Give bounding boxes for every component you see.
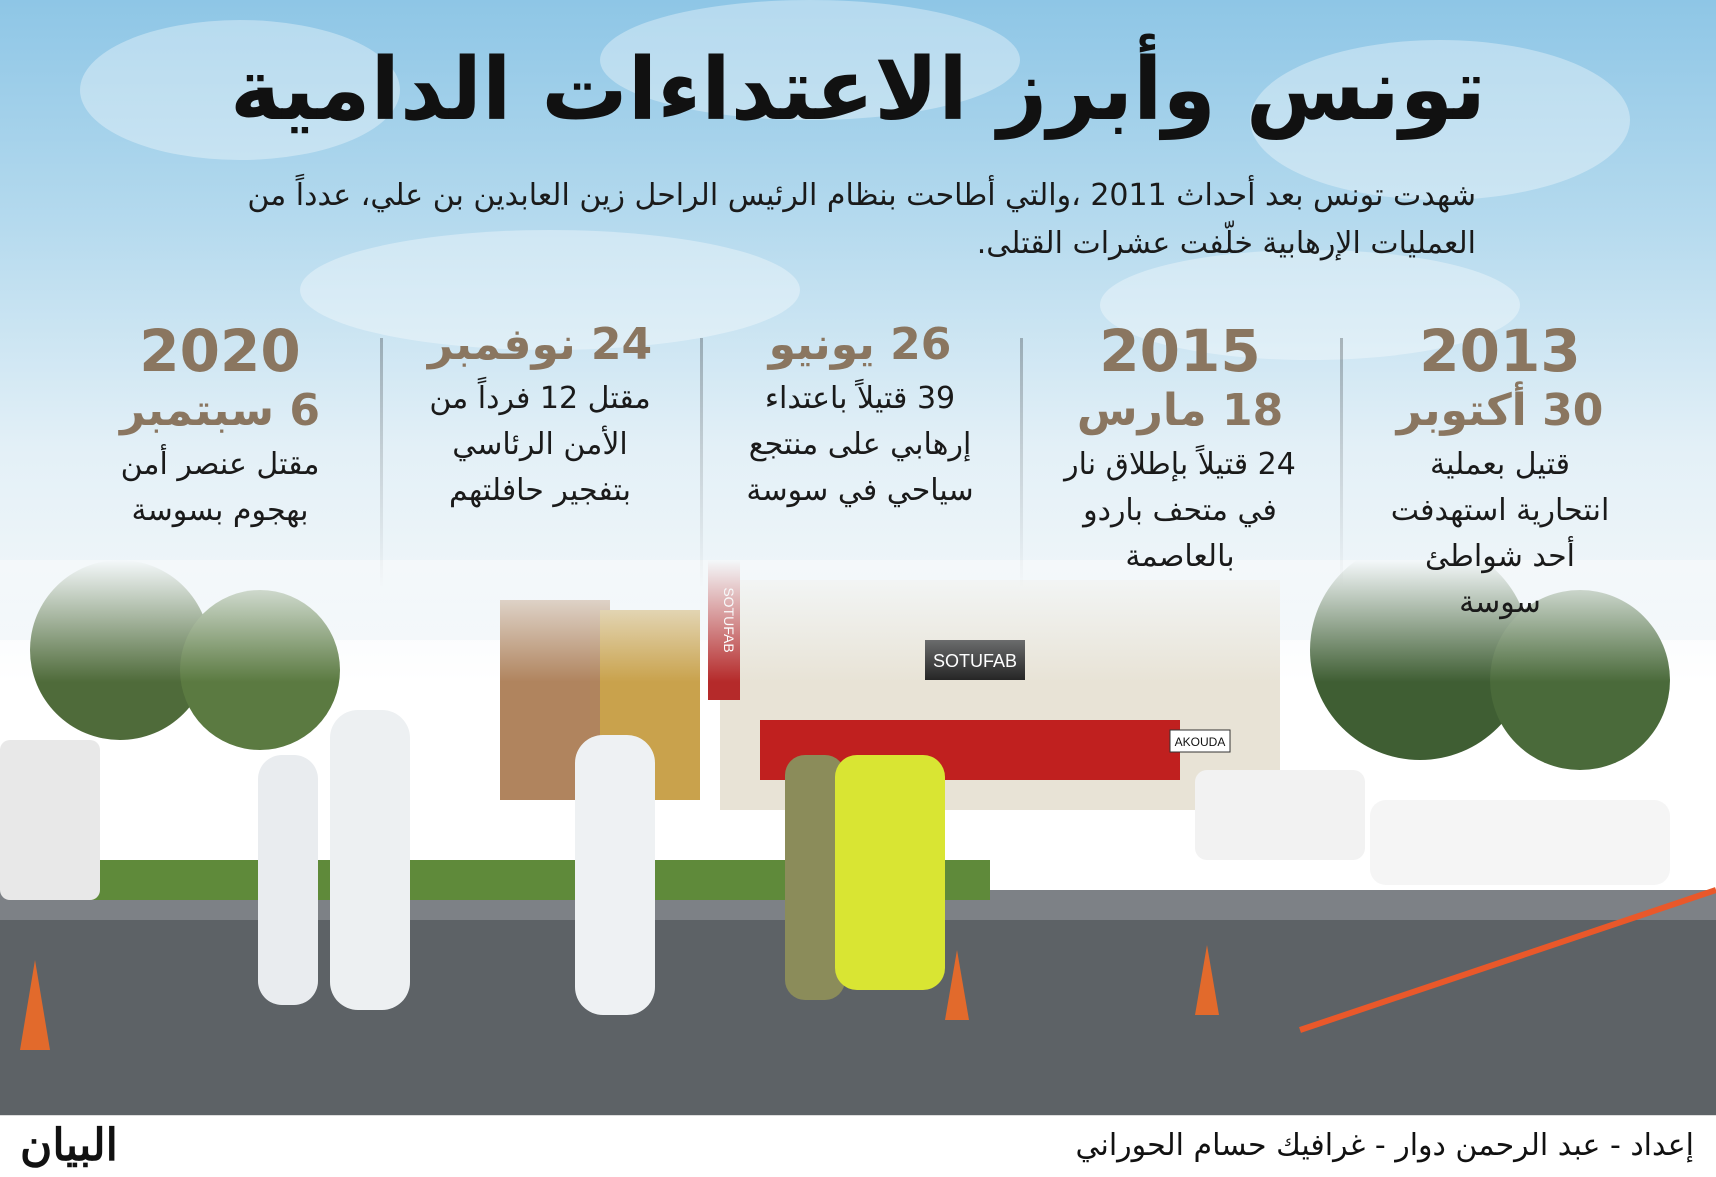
entry-desc: قتيل بعملية انتحارية استهدفت أحد شواطئ سوسة — [1390, 447, 1610, 620]
entry-date: 6 سبتمبر — [120, 385, 320, 436]
timeline-entry-2015-march — [1020, 318, 1340, 618]
entry-desc: مقتل 12 فرداً من الأمن الرئاسي بتفجير حافلتهم — [429, 381, 651, 508]
divider — [1020, 338, 1023, 588]
entry-year: 2020 — [139, 317, 301, 385]
entry-year: 2015 — [1099, 317, 1261, 385]
intro-text: شهدت تونس بعد أحداث 2011 ،والتي أطاحت بنظام الرئيس الراحل زين العابدين بن علي، عدداً من العمليات الإرهابية خلّفت عشرات القتلى. — [247, 178, 1476, 261]
street-photo — [0, 560, 1716, 1115]
page-title: تونس وأبرز الاعتداءات الدامية — [230, 40, 1486, 140]
divider — [380, 338, 383, 588]
timeline-entry-2020 — [60, 318, 380, 618]
entry-date: 26 يونيو — [768, 319, 952, 370]
timeline-entry-2015-june — [700, 318, 1020, 618]
timeline-entry-2015-november — [380, 318, 700, 618]
entry-date: 24 نوفمبر — [427, 319, 653, 370]
entry-date: 30 أكتوبر — [1396, 385, 1604, 436]
divider — [700, 338, 703, 588]
publisher-logo: البيان — [20, 1120, 118, 1171]
entry-desc: 39 قتيلاً باعتداء إرهابي على منتجع سياحي في سوسة — [746, 381, 974, 508]
entry-desc: 24 قتيلاً بإطلاق نار في متحف باردو بالعاصمة — [1064, 447, 1296, 574]
divider — [1340, 338, 1343, 588]
timeline-entry-2013 — [1340, 318, 1660, 618]
entry-desc: مقتل عنصر أمن بهجوم بسوسة — [120, 447, 320, 528]
timeline — [60, 318, 1660, 618]
entry-date: 18 مارس — [1076, 385, 1284, 436]
entry-year: 2013 — [1419, 317, 1581, 385]
credits: إعداد - عبد الرحمن دوار - غرافيك حسام الحوراني — [1075, 1128, 1694, 1163]
footer — [0, 1115, 1716, 1177]
